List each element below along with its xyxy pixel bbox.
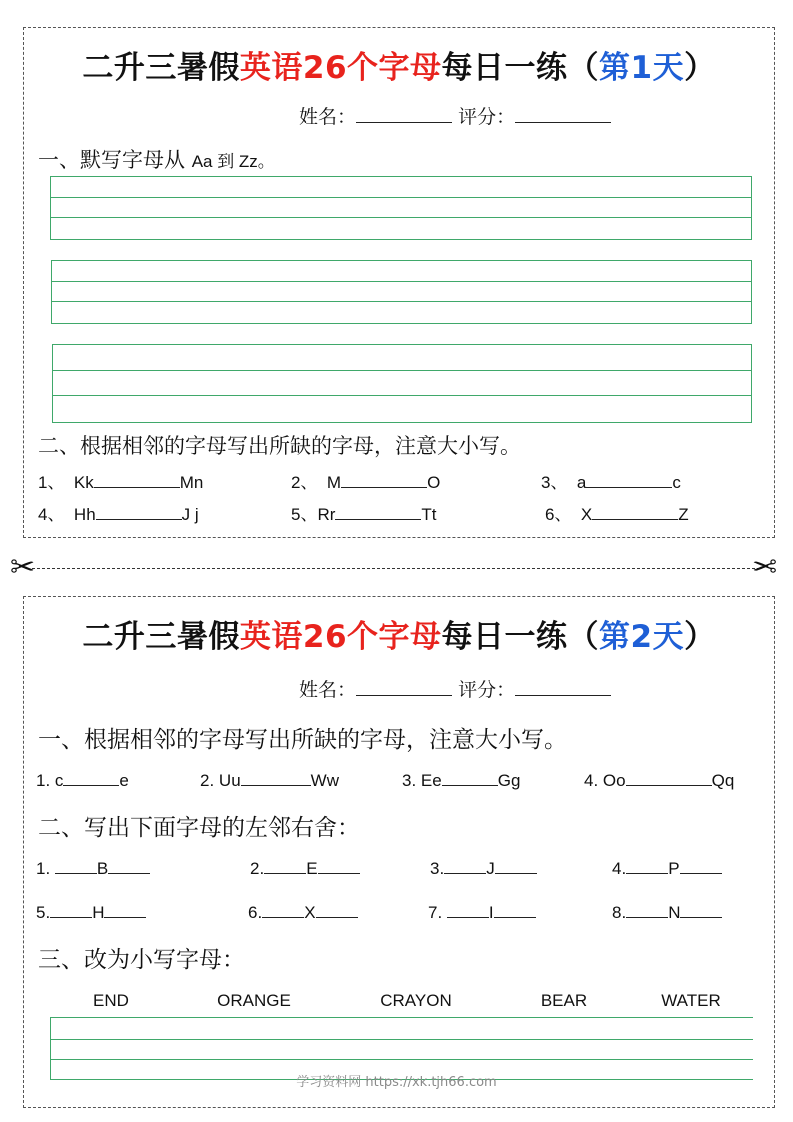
- day2-section1-heading: 一、根据相邻的字母写出所缺的字母，注意大小写。: [38, 727, 567, 753]
- missing-letter-item: 2、 M O: [291, 473, 441, 492]
- name-label: 姓名：: [299, 679, 357, 701]
- right-blank[interactable]: [316, 903, 358, 918]
- neighbor-item: 2. E: [250, 859, 360, 879]
- uppercase-word: ORANGE: [217, 991, 291, 1010]
- section-text: 一、默写字母从: [38, 148, 192, 172]
- neighbor-item: 5. H: [36, 903, 146, 923]
- watermark: 学习资料网 https://xk.tjh66.com: [296, 1075, 497, 1090]
- name-score-row: [299, 102, 611, 129]
- uppercase-word: BEAR: [540, 991, 588, 1010]
- uppercase-word: CRAYON: [380, 991, 452, 1010]
- scissors-icon: ✂: [752, 550, 778, 585]
- score-label: 评分：: [458, 106, 516, 128]
- right-blank[interactable]: [318, 859, 360, 874]
- answer-blank[interactable]: [94, 473, 180, 488]
- name-label: 姓名：: [299, 106, 357, 128]
- answer-blank[interactable]: [241, 771, 311, 786]
- section-range: Aa 到 Zz。: [191, 152, 275, 171]
- right-blank[interactable]: [495, 859, 537, 874]
- left-blank[interactable]: [262, 903, 304, 918]
- day-label: 第2天: [599, 619, 685, 655]
- day2-title: [24, 611, 774, 656]
- missing-letter-item: 4、 Hh J j: [38, 505, 199, 524]
- answer-blank[interactable]: [341, 473, 427, 488]
- left-blank[interactable]: [264, 859, 306, 874]
- right-blank[interactable]: [494, 903, 536, 918]
- score-label: 评分：: [458, 679, 516, 701]
- left-blank[interactable]: [626, 859, 668, 874]
- fill-letter-item: 2. Uu Ww: [200, 771, 339, 790]
- neighbor-item: 3. J: [430, 859, 537, 879]
- neighbor-item: 1. B: [36, 859, 150, 879]
- name-score-row: [299, 675, 611, 702]
- left-blank[interactable]: [444, 859, 486, 874]
- left-blank[interactable]: [50, 903, 92, 918]
- neighbor-item: 6. X: [248, 903, 358, 923]
- neighbor-item: 7. I: [428, 903, 536, 923]
- worksheet-day1: [23, 27, 775, 538]
- fill-letter-item: 1. c e: [36, 771, 129, 790]
- paren-open: （: [567, 50, 600, 86]
- worksheet-day2: [23, 596, 775, 1108]
- writing-lines-3[interactable]: [52, 344, 752, 423]
- name-blank[interactable]: [356, 678, 452, 696]
- paren-close: ）: [684, 619, 716, 655]
- scissors-icon: ✂: [10, 550, 36, 585]
- neighbor-item: 8. N: [612, 903, 722, 923]
- score-blank[interactable]: [515, 678, 611, 696]
- title-prefix: 二升三暑假: [82, 619, 240, 655]
- fill-letter-item: 3. Ee Gg: [402, 771, 521, 790]
- title-highlight: 英语26个字母: [239, 50, 442, 86]
- fill-letter-item: 4. Oo Qq: [584, 771, 735, 790]
- day1-section1-heading: [38, 144, 275, 174]
- left-blank[interactable]: [447, 903, 489, 918]
- right-blank[interactable]: [104, 903, 146, 918]
- answer-blank[interactable]: [335, 505, 421, 520]
- answer-blank[interactable]: [592, 505, 678, 520]
- score-blank[interactable]: [515, 105, 611, 123]
- neighbor-item: 4. P: [612, 859, 722, 879]
- title-prefix: 二升三暑假: [82, 50, 240, 86]
- name-blank[interactable]: [356, 105, 452, 123]
- uppercase-word: END: [93, 991, 129, 1010]
- title-highlight: 英语26个字母: [239, 619, 442, 655]
- missing-letter-item: 5、Rr Tt: [291, 505, 437, 524]
- answer-blank[interactable]: [626, 771, 712, 786]
- left-blank[interactable]: [55, 859, 97, 874]
- writing-lines-2[interactable]: [51, 260, 752, 324]
- right-blank[interactable]: [680, 903, 722, 918]
- writing-lines-1[interactable]: [50, 176, 752, 240]
- paren-open: （: [567, 619, 600, 655]
- uppercase-word: WATER: [661, 991, 721, 1010]
- day1-section2-heading: 二、根据相邻的字母写出所缺的字母，注意大小写。: [38, 434, 521, 458]
- day-label: 第1天: [599, 50, 685, 86]
- missing-letter-item: 3、 a c: [541, 473, 681, 492]
- paren-close: ）: [684, 50, 716, 86]
- answer-blank[interactable]: [63, 771, 119, 786]
- answer-blank[interactable]: [586, 473, 672, 488]
- title-suffix: 每日一练: [441, 50, 568, 86]
- title-suffix: 每日一练: [441, 619, 568, 655]
- answer-blank[interactable]: [96, 505, 182, 520]
- day2-section2-heading: 二、写出下面字母的左邻右舍：: [38, 815, 360, 841]
- missing-letter-item: 6、 X Z: [545, 505, 689, 524]
- missing-letter-item: 1、 Kk Mn: [38, 473, 204, 492]
- left-blank[interactable]: [626, 903, 668, 918]
- answer-blank[interactable]: [442, 771, 498, 786]
- right-blank[interactable]: [680, 859, 722, 874]
- day2-section3-heading: 三、改为小写字母：: [38, 947, 245, 973]
- right-blank[interactable]: [108, 859, 150, 874]
- cut-line: [32, 568, 760, 569]
- day1-title: [24, 42, 774, 87]
